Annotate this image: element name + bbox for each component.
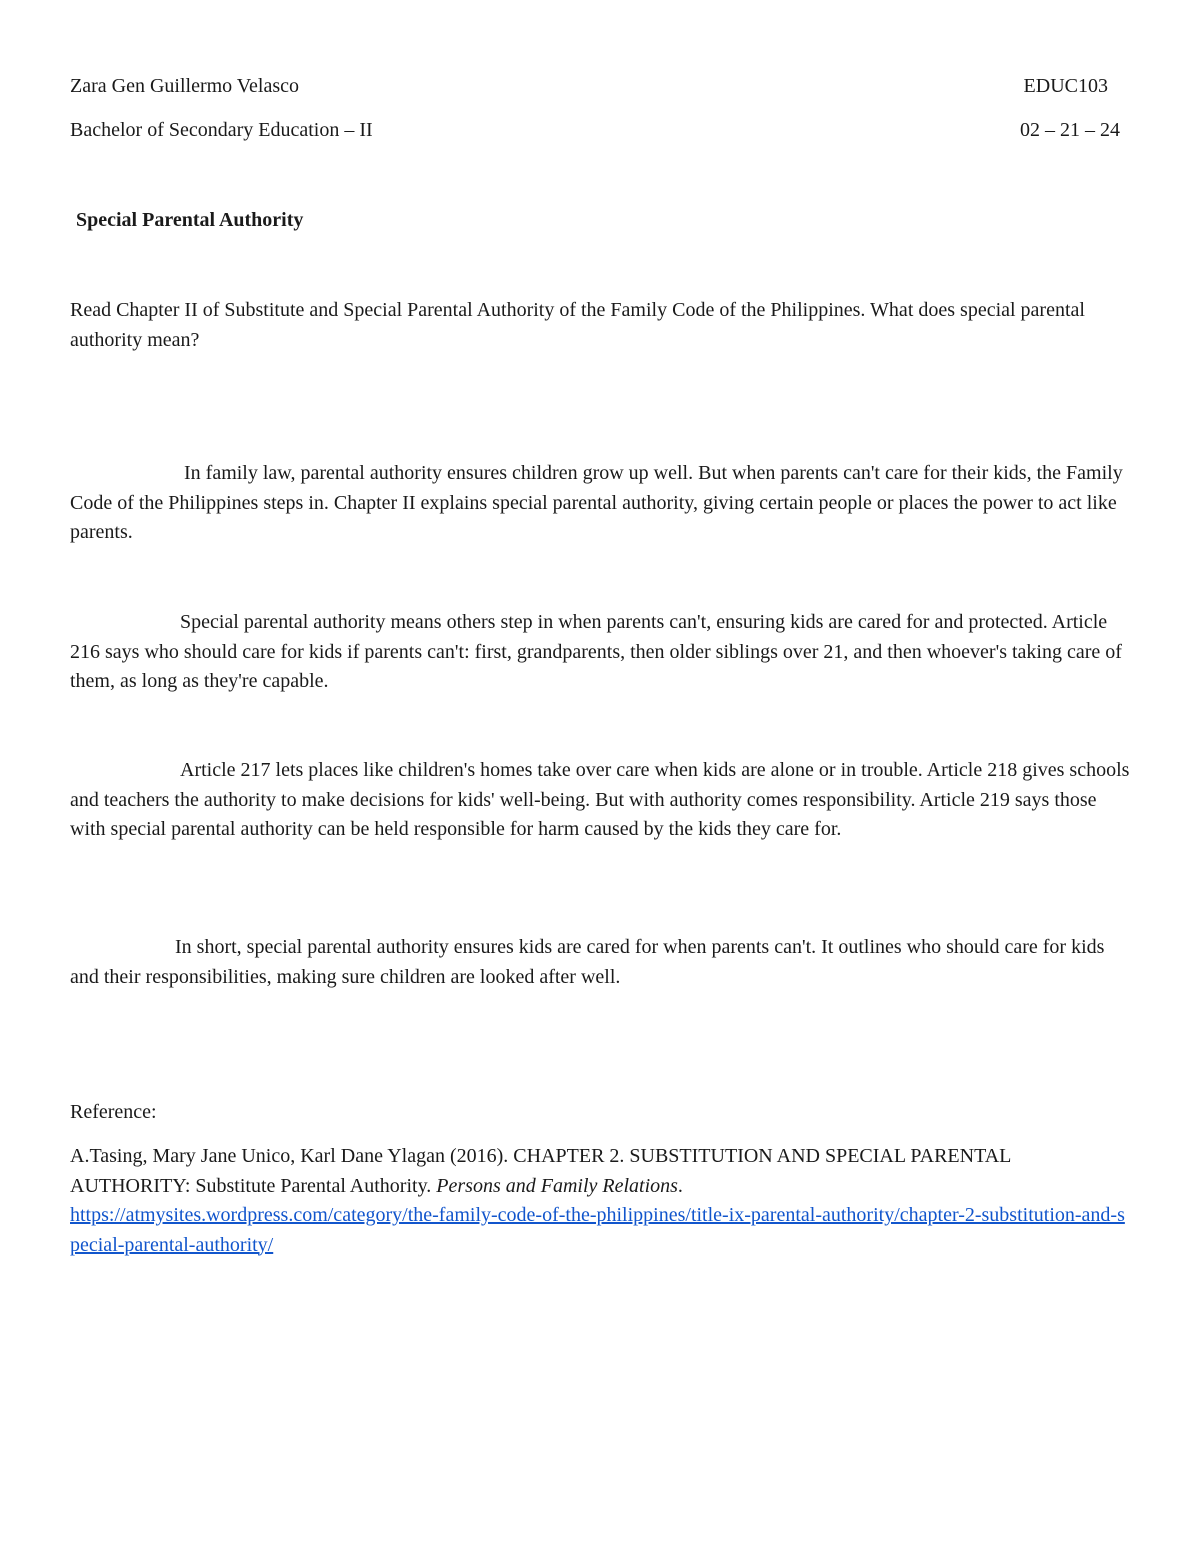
reference-label: Reference: (70, 1101, 157, 1123)
reference-source-title: Persons and Family Relations (436, 1174, 678, 1197)
assignment-question: Read Chapter II of Substitute and Special Parental Authority of the Family Code of the Philippines. What does special parental authority mean? (70, 299, 1085, 351)
reference-source-end: . (677, 1174, 683, 1197)
submission-date: 02 – 21 – 24 (1020, 119, 1120, 141)
answer-paragraph-4: In short, special parental authority ensures kids are cared for when parents can't. It outlines who should care for kids and their responsibilities, making sure children are looked after well. (70, 936, 1105, 988)
reference-citation: A.Tasing, Mary Jane Unico, Karl Dane Ylagan (2016). CHAPTER 2. SUBSTITUTION AND SPECIAL PARENTAL AUTHORITY: Substitute Parental Authority. (70, 1145, 1011, 1197)
reference-entry (70, 1142, 1130, 1260)
reference-link[interactable]: https://atmysites.wordpress.com/category/the-family-code-of-the-philippines/title-ix-parental-authority/chapter-2-substitution-and-special-parental-authority/ (70, 1204, 1125, 1256)
student-program: Bachelor of Secondary Education – II (70, 119, 373, 141)
document-title: Special Parental Authority (76, 209, 304, 231)
student-name: Zara Gen Guillermo Velasco (70, 75, 299, 97)
answer-paragraph-2: Special parental authority means others step in when parents can't, ensuring kids are cared for and protected. Article 216 says who should care for kids if parents can't: first, grandparents, then older siblings over 21, and then whoever's taking care of them, as long as they're capable. (70, 611, 1122, 692)
answer-paragraph-3: Article 217 lets places like children's homes take over care when kids are alone or in trouble. Article 218 gives schools and teachers the authority to make decisions for kids' well-being. But with authority comes responsibility. Article 219 says those with special parental authority can be held responsible for harm caused by the kids they care for. (70, 759, 1130, 840)
answer-paragraph-1: In family law, parental authority ensures children grow up well. But when parents can't care for their kids, the Family Code of the Philippines steps in. Chapter II explains special parental authority, giving certain people or places the power to act like parents. (70, 462, 1123, 543)
course-code: EDUC103 (1023, 75, 1108, 97)
